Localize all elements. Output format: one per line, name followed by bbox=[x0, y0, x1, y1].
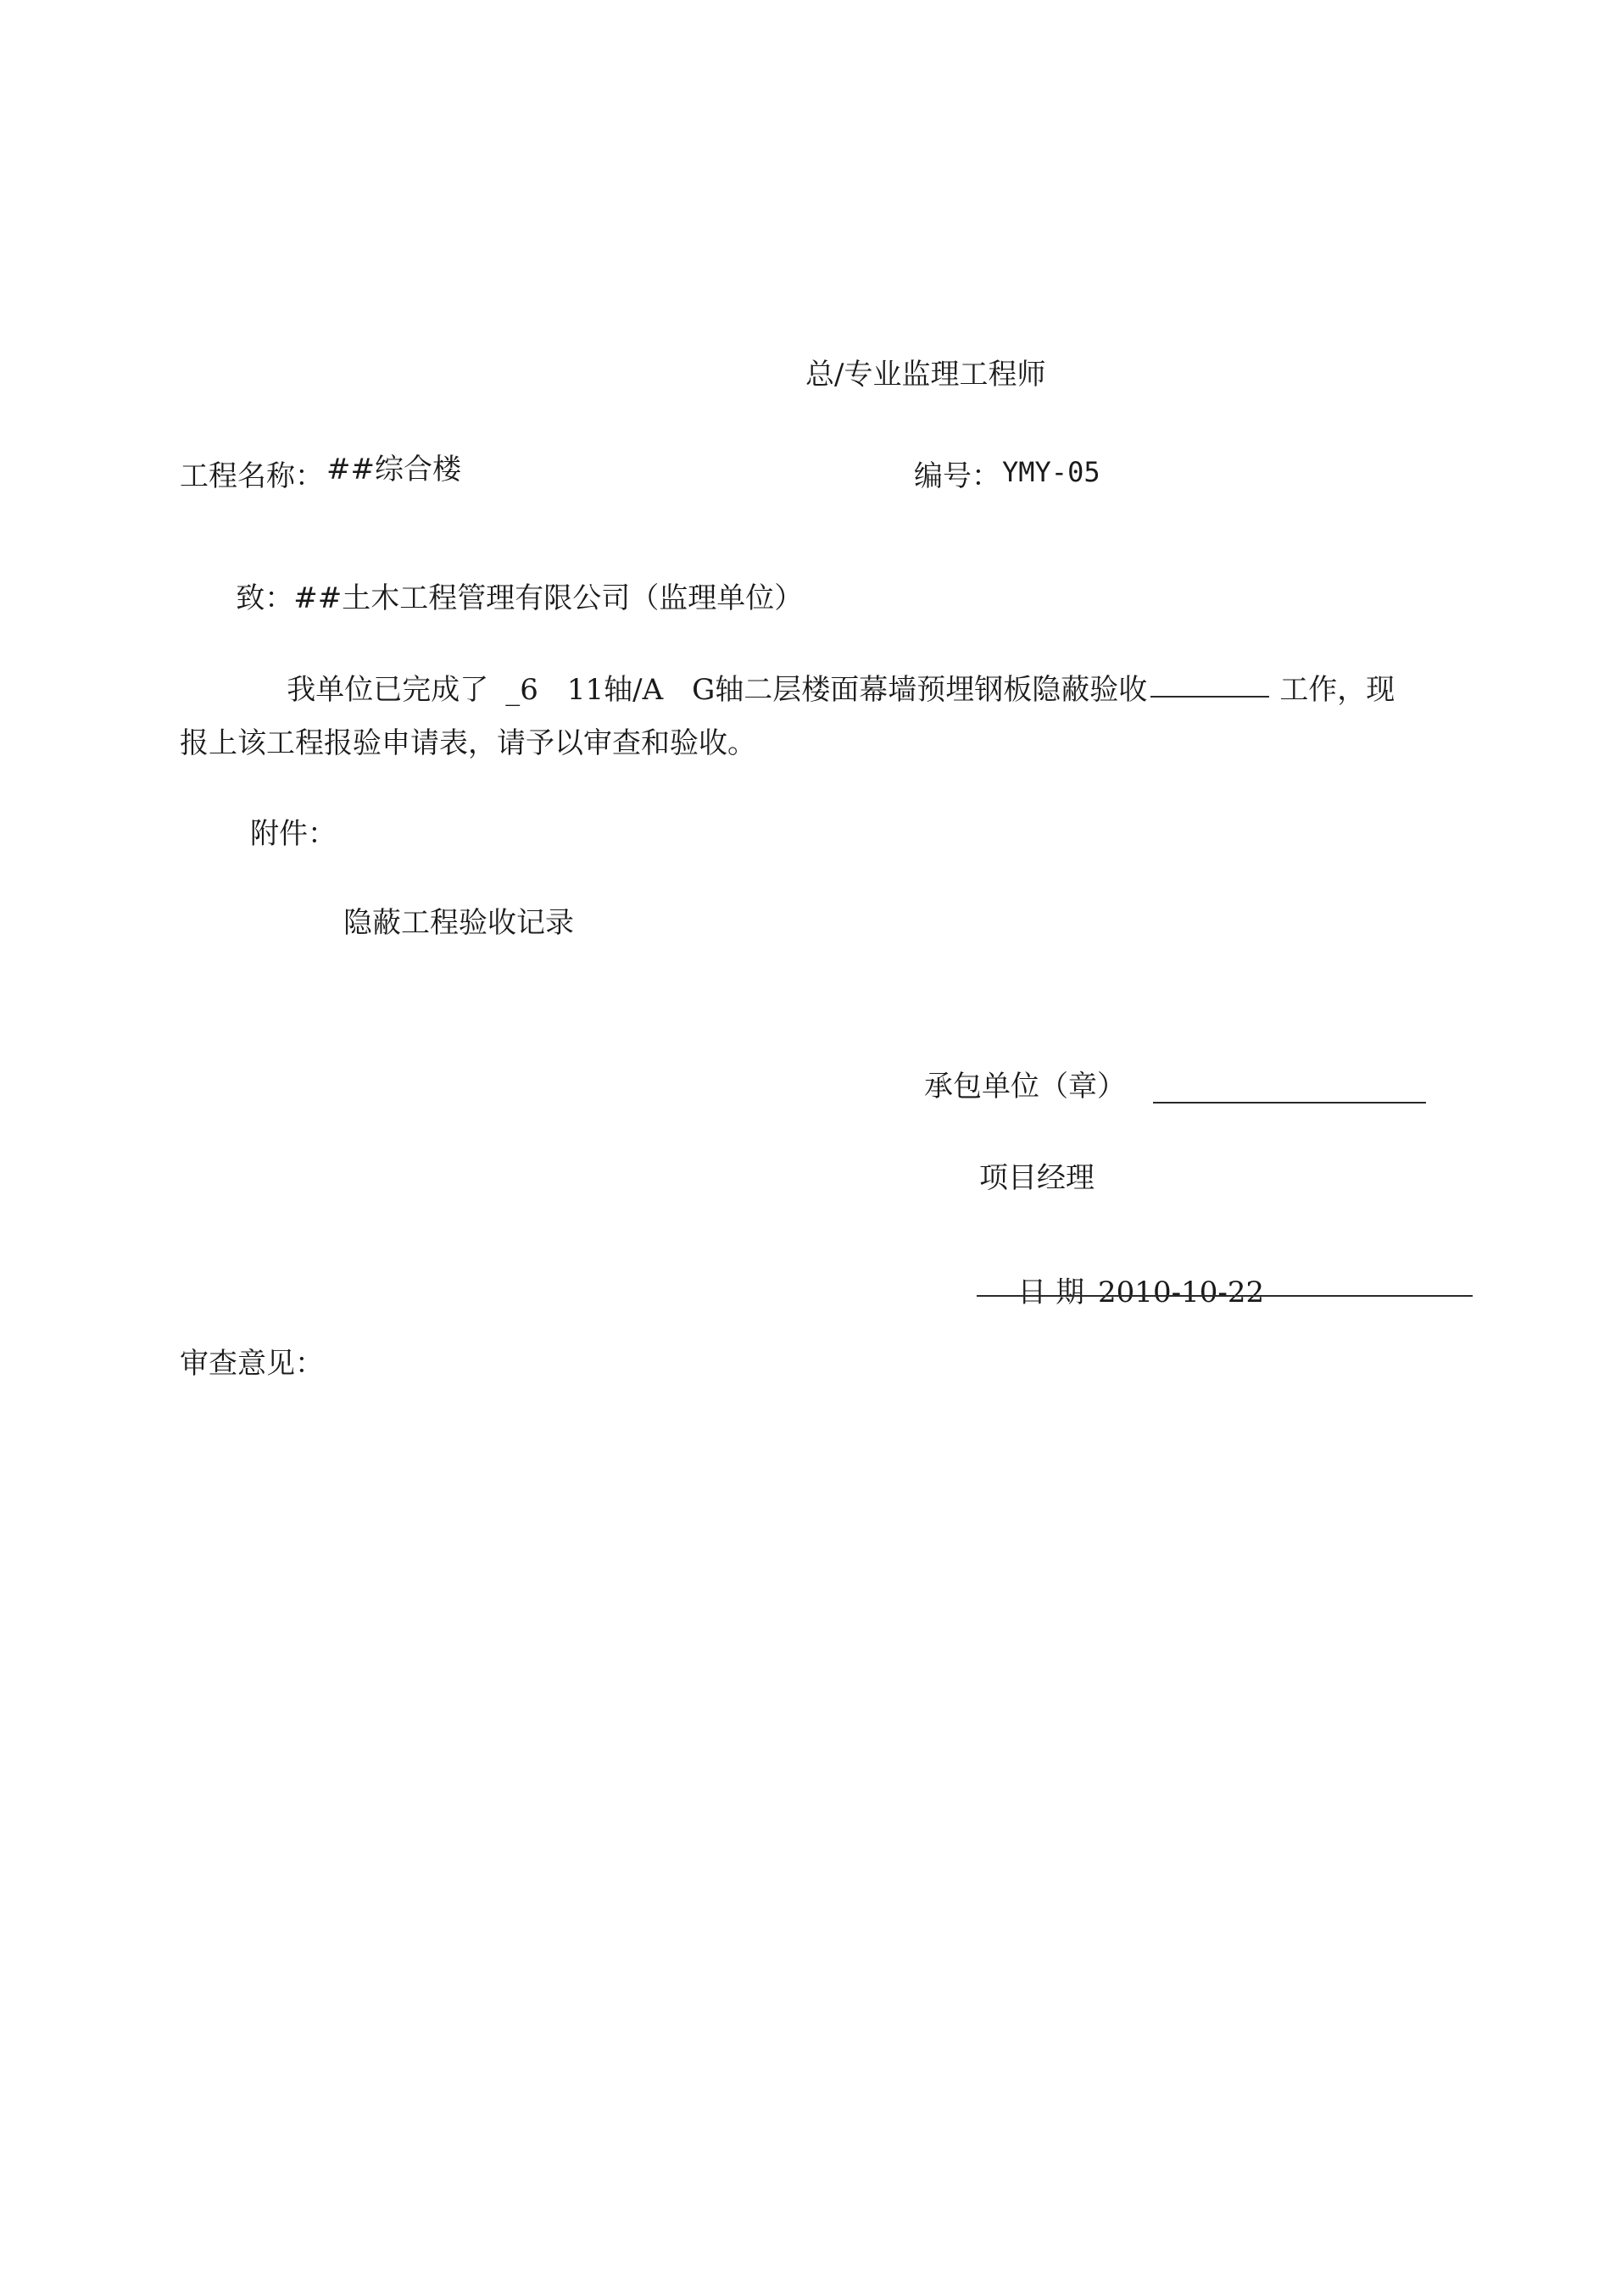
attachment-item: 隐蔽工程验收记录 bbox=[343, 906, 574, 940]
project-manager-label: 项目经理 bbox=[979, 1161, 1095, 1195]
signer-title: 总/专业监理工程师 bbox=[805, 358, 1046, 392]
contractor-signature-line bbox=[1153, 1102, 1426, 1104]
body-para-cont: 工作，现 bbox=[1279, 673, 1395, 707]
document-number-label: 编号： bbox=[914, 459, 1000, 493]
addressee-to-label: 致： bbox=[236, 581, 294, 615]
body-para-start: 我单位已完成了 bbox=[287, 673, 489, 707]
addressee-line bbox=[199, 555, 803, 642]
review-opinion-label: 审查意见： bbox=[180, 1347, 324, 1381]
body-work-item: _6 11轴/A G轴二层楼面幕墙预埋钢板隐蔽验收 bbox=[505, 673, 1148, 707]
project-name-label: 工程名称： bbox=[180, 459, 324, 493]
date-label: 日 期 bbox=[1017, 1276, 1085, 1309]
work-item-underline bbox=[1150, 696, 1269, 698]
date-underline bbox=[977, 1295, 1473, 1297]
date-line bbox=[981, 1249, 1264, 1336]
body-paragraph-line2: 报上该工程报验申请表，请予以审查和验收。 bbox=[180, 726, 756, 760]
attachments-label: 附件： bbox=[250, 817, 337, 851]
contractor-label: 承包单位（章） bbox=[924, 1070, 1126, 1104]
addressee-to-value: ##土木工程管理有限公司（监理单位） bbox=[293, 581, 804, 615]
project-name-value: ##综合楼 bbox=[326, 453, 461, 486]
document-number-value: YMY-05 bbox=[1002, 456, 1100, 488]
date-value: 2010-10-22 bbox=[1098, 1276, 1265, 1309]
body-paragraph-line1 bbox=[250, 647, 1395, 733]
